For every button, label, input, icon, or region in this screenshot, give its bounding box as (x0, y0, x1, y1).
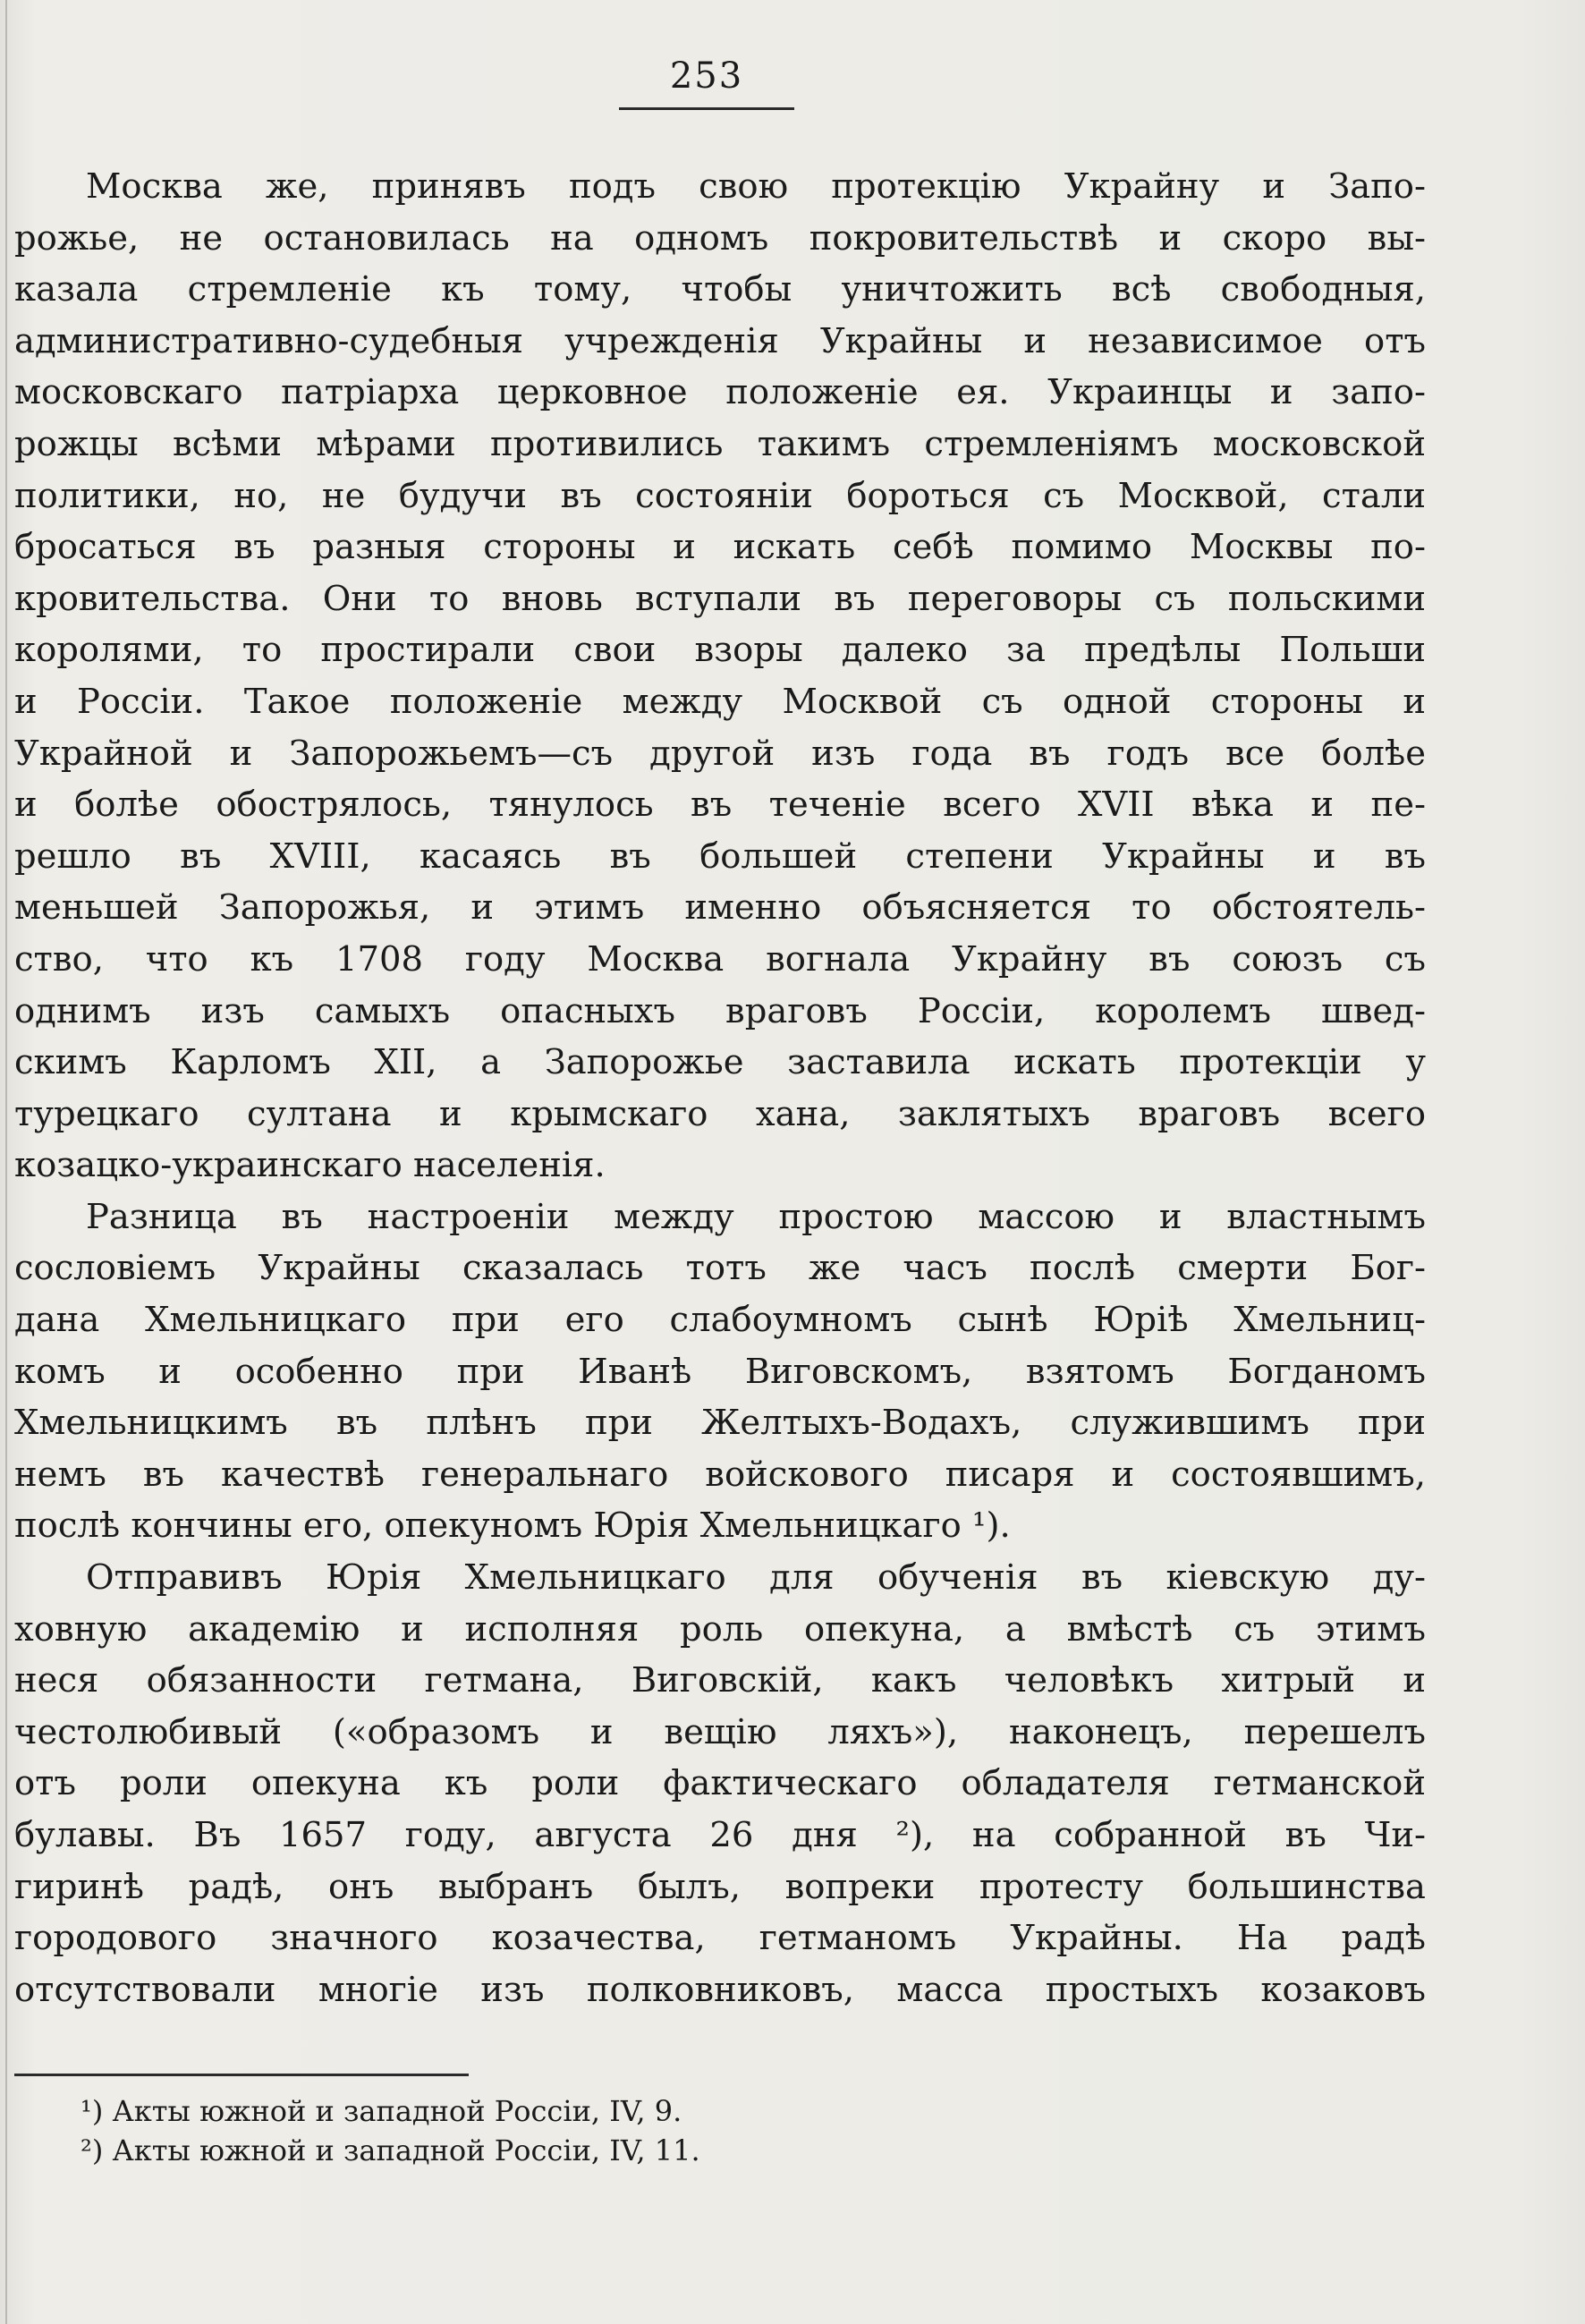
footnote-2: ²) Акты южной и западной Россіи, IV, 11. (81, 2133, 700, 2167)
text-line: ховную академію и исполняя роль опекуна, а вмѣстѣ съ этимъ (14, 1608, 1426, 1650)
text-line: немъ въ качествѣ генеральнаго войскового писаря и состоявшимъ, (14, 1454, 1426, 1495)
footnotes (81, 2091, 1154, 2170)
text-line: Хмельницкимъ въ плѣнъ при Желтыхъ-Водахъ, служившимъ при (14, 1403, 1426, 1444)
text-line: политики, но, не будучи въ состояніи бороться съ Москвой, стали (14, 475, 1426, 516)
text-line: меньшей Запорожья, и этимъ именно объясняется то обстоятель- (14, 887, 1426, 929)
text-line: и Россіи. Такое положеніе между Москвой съ одной стороны и (14, 681, 1426, 722)
text-line: Отправивъ Юрія Хмельницкаго для обученія въ кіевскую ду- (86, 1557, 1426, 1599)
text-line: ство, что къ 1708 году Москва вогнала Украйну въ союзъ съ (14, 938, 1426, 980)
footnote-rule (14, 2074, 469, 2076)
text-line: Украйной и Запорожьемъ—съ другой изъ года въ годъ все болѣе (14, 733, 1426, 774)
text-line: Разница въ настроеніи между простою массою и властнымъ (86, 1196, 1426, 1237)
text-line: скимъ Карломъ XII, а Запорожье заставила искать протекціи у (14, 1042, 1426, 1083)
text-line: и болѣе обострялось, тянулось въ теченіе всего XVII вѣка и пе- (14, 785, 1426, 826)
text-line: бросаться въ разныя стороны и искать себѣ помимо Москвы по- (14, 527, 1426, 568)
text-line: королями, то простирали свои взоры далеко за предѣлы Польши (14, 630, 1426, 671)
text-line: рожцы всѣми мѣрами противились такимъ стремленіямъ московской (14, 423, 1426, 464)
text-line: отсутствовали многіе изъ полковниковъ, масса простыхъ козаковъ (14, 1969, 1426, 2010)
footnote-1: ¹) Акты южной и западной Россіи, IV, 9. (81, 2094, 682, 2128)
text-line: московскаго патріарха церковное положеніе ея. Украинцы и запо- (14, 372, 1426, 413)
text-line: сословіемъ Украйны сказалась тотъ же часъ послѣ смерти Бог- (14, 1248, 1426, 1289)
text-line: отъ роли опекуна къ роли фактическаго обладателя гетманской (14, 1763, 1426, 1804)
text-line: козацко-украинскаго населенія. (14, 1145, 606, 1186)
text-line: неся обязанности гетмана, Виговскій, какъ человѣкъ хитрый и (14, 1660, 1426, 1701)
page-number: 253 (669, 55, 744, 97)
text-line: кровительства. Они то вновь вступали въ переговоры съ польскими (14, 578, 1426, 619)
text-line: казала стремленіе къ тому, чтобы уничтожить всѣ свободныя, (14, 269, 1426, 310)
page-number-rule (619, 107, 794, 110)
text-line: дана Хмельницкаго при его слабоумномъ сынѣ Юріѣ Хмельниц- (14, 1300, 1426, 1341)
text-line: послѣ кончины его, опекуномъ Юрія Хмельницкаго ¹). (14, 1506, 1011, 1547)
text-line: однимъ изъ самыхъ опасныхъ враговъ Россіи, королемъ швед- (14, 990, 1426, 1031)
text-line: Москва же, принявъ подъ свою протекцію Украйну и Запо- (86, 166, 1426, 207)
page-gutter-edge (5, 0, 7, 2324)
text-line: честолюбивый («образомъ и вещію ляхъ»), наконецъ, перешелъ (14, 1711, 1426, 1752)
body-text (14, 161, 1426, 2015)
text-line: булавы. Въ 1657 году, августа 26 дня ²), на собранной въ Чи- (14, 1815, 1426, 1855)
text-line: решло въ XVIII, касаясь въ большей степени Украйны и въ (14, 835, 1426, 877)
text-line: городового значного козачества, гетманомъ Украйны. На радѣ (14, 1918, 1426, 1959)
text-line: рожье, не остановилась на одномъ покровительствѣ и скоро вы- (14, 217, 1426, 259)
text-line: гиринѣ радѣ, онъ выбранъ былъ, вопреки протесту большинства (14, 1866, 1426, 1907)
text-line: комъ и особенно при Иванѣ Виговскомъ, взятомъ Богданомъ (14, 1351, 1426, 1392)
text-line: турецкаго султана и крымскаго хана, заклятыхъ враговъ всего (14, 1093, 1426, 1134)
text-line: административно-судебныя учрежденія Украйны и независимое отъ (14, 320, 1426, 361)
